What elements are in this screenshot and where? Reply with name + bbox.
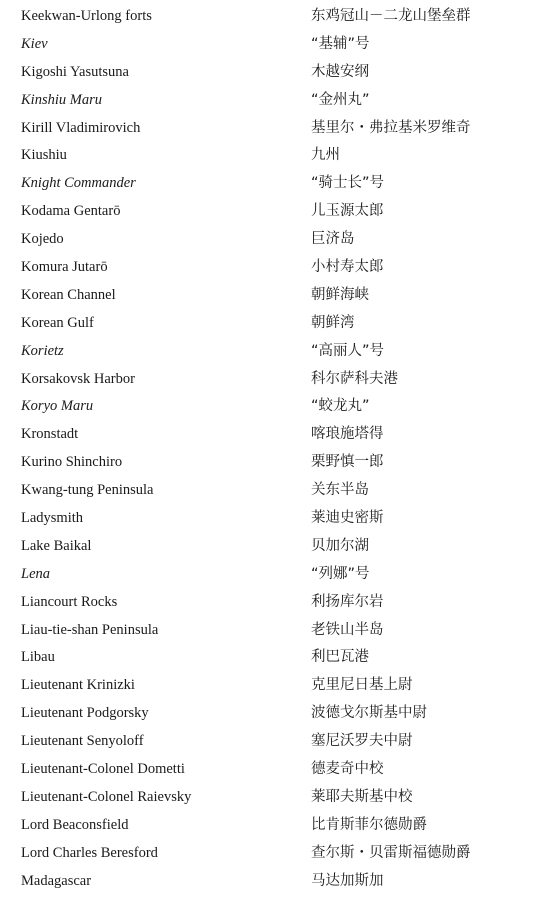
- chinese-translation: 马达加斯加: [311, 872, 384, 889]
- glossary-row: [0, 3, 541, 31]
- chinese-translation: 比肯斯菲尔德勋爵: [311, 816, 427, 833]
- chinese-translation: 木越安纲: [311, 63, 369, 80]
- chinese-translation: 小村寿太郎: [311, 259, 384, 276]
- english-term: Lord Charles Beresford: [21, 844, 158, 861]
- chinese-translation: 老铁山半岛: [311, 621, 384, 638]
- glossary-row: [0, 561, 541, 589]
- chinese-translation: 德麦奇中校: [311, 761, 384, 778]
- english-term: Knight Commander: [21, 175, 136, 192]
- english-term: Lieutenant Podgorsky: [21, 705, 149, 722]
- english-term: Kigoshi Yasutsuna: [21, 63, 129, 80]
- english-term: Kinshiu Maru: [21, 91, 102, 108]
- chinese-translation: 栗野慎一郎: [311, 454, 384, 471]
- glossary-list: [0, 3, 541, 896]
- english-term: Lake Baikal: [21, 537, 92, 554]
- glossary-row: [0, 728, 541, 756]
- chinese-translation: 儿玉源太郎: [311, 203, 384, 220]
- english-term: Korsakovsk Harbor: [21, 370, 135, 387]
- english-term: Lena: [21, 565, 50, 582]
- glossary-row: [0, 198, 541, 226]
- glossary-row: [0, 644, 541, 672]
- chinese-translation: 塞尼沃罗夫中尉: [311, 733, 413, 750]
- english-term: Kurino Shinchiro: [21, 454, 123, 471]
- glossary-row: [0, 840, 541, 868]
- english-term: Kronstadt: [21, 426, 79, 443]
- glossary-row: [0, 784, 541, 812]
- glossary-row: [0, 477, 541, 505]
- chinese-translation: 利扬库尔岩: [311, 593, 384, 610]
- glossary-row: [0, 31, 541, 59]
- chinese-translation: 九州: [311, 147, 340, 164]
- english-term: Kwang-tung Peninsula: [21, 482, 154, 499]
- glossary-row: [0, 226, 541, 254]
- english-term: Korean Channel: [21, 286, 116, 303]
- glossary-row: [0, 868, 541, 896]
- glossary-row: [0, 700, 541, 728]
- chinese-translation: 基里尔・弗拉基米罗维奇: [311, 119, 471, 136]
- glossary-row: [0, 672, 541, 700]
- chinese-translation: 喀琅施塔得: [311, 426, 384, 443]
- chinese-translation: “列娜”号: [311, 565, 370, 582]
- english-term: Libau: [21, 649, 55, 666]
- english-term: Kiushiu: [21, 147, 67, 164]
- glossary-row: [0, 338, 541, 366]
- english-term: Lieutenant-Colonel Raievsky: [21, 788, 192, 805]
- glossary-row: [0, 366, 541, 394]
- glossary-row: [0, 756, 541, 784]
- english-term: Keekwan-Urlong forts: [21, 8, 152, 24]
- chinese-translation: 东鸡冠山－二龙山堡垒群: [311, 8, 471, 24]
- glossary-row: [0, 170, 541, 198]
- glossary-row: [0, 59, 541, 87]
- english-term: Lieutenant Senyoloff: [21, 733, 144, 750]
- english-term: Lieutenant Krinizki: [21, 677, 135, 694]
- english-term: Kirill Vladimirovich: [21, 119, 141, 136]
- english-term: Kodama Gentarō: [21, 203, 121, 220]
- chinese-translation: 贝加尔湖: [311, 537, 369, 554]
- english-term: Madagascar: [21, 872, 92, 889]
- glossary-row: [0, 533, 541, 561]
- glossary-row: [0, 87, 541, 115]
- glossary-row: [0, 254, 541, 282]
- english-term: Komura Jutarō: [21, 259, 108, 276]
- chinese-translation: 朝鲜湾: [311, 314, 355, 331]
- chinese-translation: 巨济岛: [311, 231, 355, 248]
- english-term: Kojedo: [21, 231, 64, 248]
- glossary-row: [0, 310, 541, 338]
- glossary-row: [0, 589, 541, 617]
- glossary-row: [0, 421, 541, 449]
- glossary-row: [0, 142, 541, 170]
- glossary-row: [0, 449, 541, 477]
- glossary-row: [0, 282, 541, 310]
- english-term: Lieutenant-Colonel Dometti: [21, 761, 185, 778]
- glossary-row: [0, 115, 541, 143]
- chinese-translation: “蛟龙丸”: [311, 398, 370, 415]
- chinese-translation: 朝鲜海峡: [311, 286, 369, 303]
- chinese-translation: 克里尼日基上尉: [311, 677, 413, 694]
- english-term: Koryo Maru: [21, 398, 94, 415]
- english-term: Korietz: [21, 342, 64, 359]
- chinese-translation: 关东半岛: [311, 482, 369, 499]
- chinese-translation: 利巴瓦港: [311, 649, 369, 666]
- chinese-translation: 莱迪史密斯: [311, 510, 384, 527]
- english-term: Kiev: [21, 35, 48, 52]
- chinese-translation: “基辅”号: [311, 35, 370, 52]
- chinese-translation: 波德戈尔斯基中尉: [311, 705, 427, 722]
- glossary-row: [0, 812, 541, 840]
- glossary-row: [0, 393, 541, 421]
- english-term: Lord Beaconsfield: [21, 816, 129, 833]
- chinese-translation: 莱耶夫斯基中校: [311, 788, 413, 805]
- english-term: Ladysmith: [21, 510, 84, 527]
- chinese-translation: “金州丸”: [311, 91, 370, 108]
- chinese-translation: 查尔斯・贝雷斯福德勋爵: [311, 844, 471, 861]
- english-term: Liau-tie-shan Peninsula: [21, 621, 159, 638]
- english-term: Korean Gulf: [21, 314, 94, 331]
- chinese-translation: 科尔萨科夫港: [311, 370, 398, 387]
- english-term: Liancourt Rocks: [21, 593, 118, 610]
- chinese-translation: “骑士长”号: [311, 175, 385, 192]
- glossary-row: [0, 617, 541, 645]
- glossary-row: [0, 505, 541, 533]
- chinese-translation: “高丽人”号: [311, 342, 385, 359]
